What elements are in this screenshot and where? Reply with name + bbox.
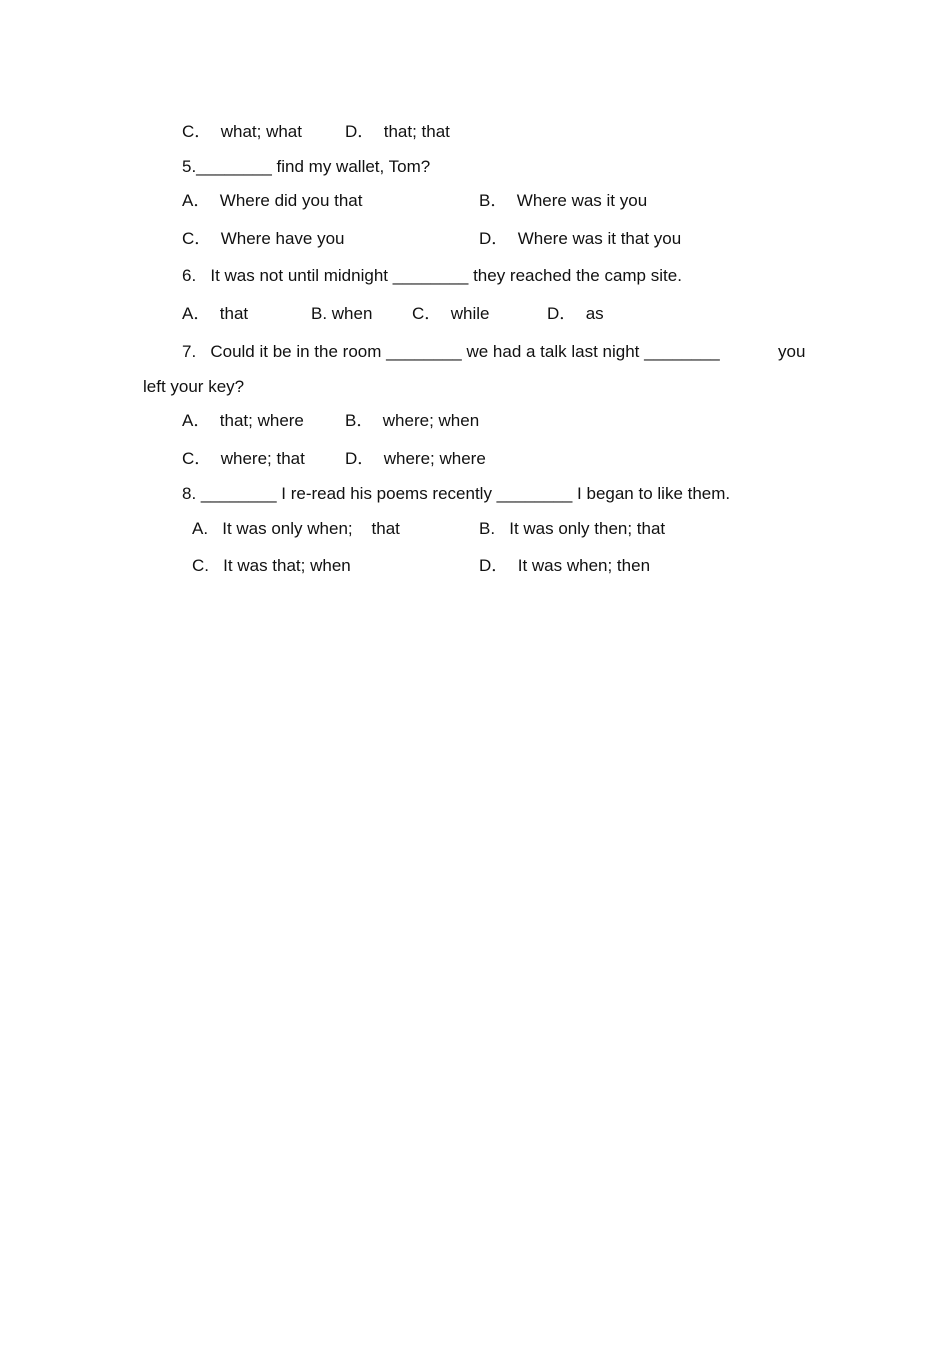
q7-stem-line2: left your key?	[143, 377, 245, 396]
q7-option-d: D． where; where	[345, 449, 486, 468]
q7-option-c: C． where; that	[182, 449, 305, 468]
q5-option-a: A． Where did you that	[182, 191, 363, 210]
q7-option-a: A． that; where	[182, 411, 304, 430]
q8-option-a: A. It was only when; that	[192, 519, 400, 538]
q6-option-d: D． as	[547, 304, 604, 323]
q6-option-a: A． that	[182, 304, 249, 323]
q5-option-b: B． Where was it you	[479, 191, 648, 210]
q7-stem-line1: 7. Could it be in the room ________ we had a talk last night ________	[182, 342, 720, 361]
q5-option-c: C． Where have you	[182, 229, 345, 248]
q8-option-c: C. It was that; when	[192, 556, 351, 575]
q6-option-b: B. when	[311, 304, 373, 323]
q8-option-d: D． It was when; then	[479, 556, 651, 575]
q4-option-d: D． that; that	[345, 122, 450, 141]
q6-stem: 6. It was not until midnight ________ they reached the camp site.	[182, 266, 682, 285]
q8-option-b: B. It was only then; that	[479, 519, 666, 538]
q6-option-c: C． while	[412, 304, 490, 323]
q8-stem: 8. ________ I re-read his poems recently ________ I began to like them.	[182, 484, 731, 503]
q5-option-d: D． Where was it that you	[479, 229, 682, 248]
q4-option-c: C． what; what	[182, 122, 302, 141]
q7-option-b: B． where; when	[345, 411, 480, 430]
q5-stem: 5.________ find my wallet, Tom?	[182, 157, 431, 176]
q7-stem-you: you	[778, 342, 806, 361]
